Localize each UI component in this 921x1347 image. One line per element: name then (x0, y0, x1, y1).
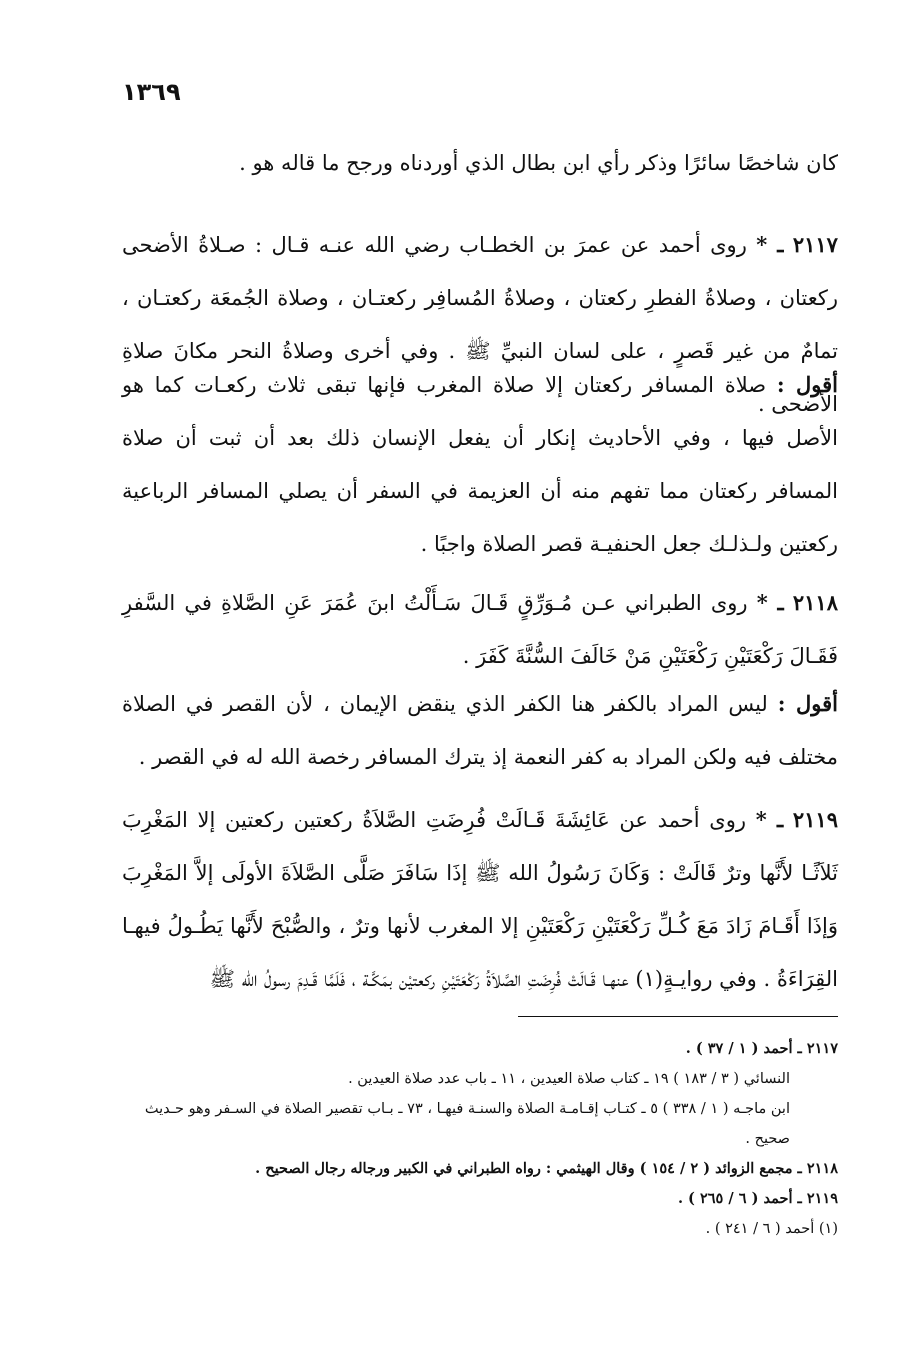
page-number: ١٣٦٩ (122, 78, 181, 106)
hadith-number: ٢١١٧ (792, 232, 838, 257)
commentary-lead: أقول : (777, 691, 839, 716)
footnote-nasai: النسائي ( ٣ / ١٨٣ ) ١٩ ـ كتاب صلاة العيدين ، ١١ ـ باب عدد صلاة العيدين . (348, 1071, 790, 1087)
hadith-marker: ـ * (756, 590, 784, 615)
hadith-marker: ـ * (756, 232, 784, 257)
hadith-text: روى الطبراني عـن مُـوَرِّقٍ قَـالَ سَـأَلْتُ ابنَ عُمَرَ عَنِ الصَّلاةِ في السَّفرِ فَقَـالَ رَكْعَتَيْنِ رَكْعَتَيْنِ مَنْ خَالَفَ السُّنَّةَ كَفَرَ . (122, 591, 838, 668)
footnote-2118: ٢١١٨ ـ مجمع الزوائد ( ٢ / ١٥٤ ) وقال الهيثمي : رواه الطبراني في الكبير ورجاله رجال الصحيح . (255, 1160, 838, 1177)
footnote-2119: ٢١١٩ ـ أحمد ( ٦ / ٢٦٥ ) . (677, 1190, 838, 1207)
footnote-2117: ٢١١٧ ـ أحمد ( ١ / ٣٧ ) . (685, 1040, 838, 1057)
hadith-2119 (122, 793, 838, 1006)
hadith-2118 (122, 576, 838, 683)
paragraph-text: كان شاخصًا سائرًا وذكر رأي ابن بطال الذي أوردناه ورجح ما قاله هو . (239, 151, 838, 175)
commentary-1 (122, 358, 838, 571)
footnote-ibn-majah-cont: صحيح . (745, 1131, 790, 1147)
footnotes (110, 1034, 838, 1244)
footnote-divider (518, 1016, 838, 1017)
footnote-1: (١) أحمد ( ٦ / ٢٤١ ) . (705, 1221, 838, 1237)
hadith-number: ٢١١٩ (792, 807, 838, 832)
hadith-marker: ـ * (755, 807, 784, 832)
footnote-ibn-majah: ابن ماجـه ( ١ / ٣٣٨ ) ٥ ـ كتـاب إقـامـة الصلاة والسنـة فيهـا ، ٧٣ ـ بـاب تقصير الصلاة في السـفر وهو حـديث (144, 1101, 790, 1117)
hadith-number: ٢١١٨ (792, 590, 838, 615)
commentary-2 (122, 677, 838, 784)
commentary-lead: أقول : (776, 372, 838, 397)
commentary-text: ليس المراد بالكفر هنا الكفر الذي ينقض الإيمان ، لأن القصر في الصلاة مختلف فيه ولكن المراد به كفر النعمة إذ يترك المسافر رخصة الله له في القصر . (122, 692, 838, 769)
paragraph-continuation (122, 137, 838, 190)
hadith-text: روى أحمد عن عَائِشَةَ قَـالَتْ فُرِضَتِ الصَّلاَةُ ركعتين ركعتين إلا المَغْرِبَ ثَلاَثًـا لأَنَّها وترٌ قَالَتْ : وَكَانَ رَسُولُ الله ﷺ إذَا سَافَرَ صَلَّى الصَّلاَةَ الأولَى إلاَّ المَغْرِبَ وَإذَا أَقَـامَ زَادَ مَعَ كُـلِّ رَكْعَتَيْنِ رَكْعَتَيْنِ إلا المغرب لأنها وترٌ ، والصُّبْحَ لأَنَّها يَطُـولُ فيهـا القِرَاءَةُ . وفي روايـةٍ(١) عنهـا قَـالَتْ فُرِضَتِ الصَّلاَةُ رَكْعَتَيْنِ ركعتيْن بمَكَّـة ، فَلَمَّا قَـدِمَ رسولُ الله ﷺ (122, 808, 838, 991)
hadith-text: روى أحمد عن عمرَ بن الخطـاب رضي الله عنـه قـال : صـلاةُ الأضحى ركعتان ، وصلاةُ الفطرِ ركعتان ، وصلاةُ المُسافِر ركعتـان ، وصلاة الجُمعَة ركعتـان ، تمامٌ من غير قَصرٍ ، على لسان النبيِّ ﷺ . وفي أخرى وصلاةُ النحر مكانَ صلاةِ الأضحى . (122, 233, 838, 416)
commentary-text: صلاة المسافر ركعتان إلا صلاة المغرب فإنها تبقى ثلاث ركعـات كما هو الأصل فيها ، وفي الأحاديث إنكار أن يفعل الإنسان ذلك بعد أن ثبت أن صلاة المسافر ركعتان مما تفهم منه أن العزيمة في السفر أن يصلي المسافر الرباعية ركعتين ولـذلـك جعل الحنفيـة قصر الصلاة واجبًا . (122, 373, 838, 556)
